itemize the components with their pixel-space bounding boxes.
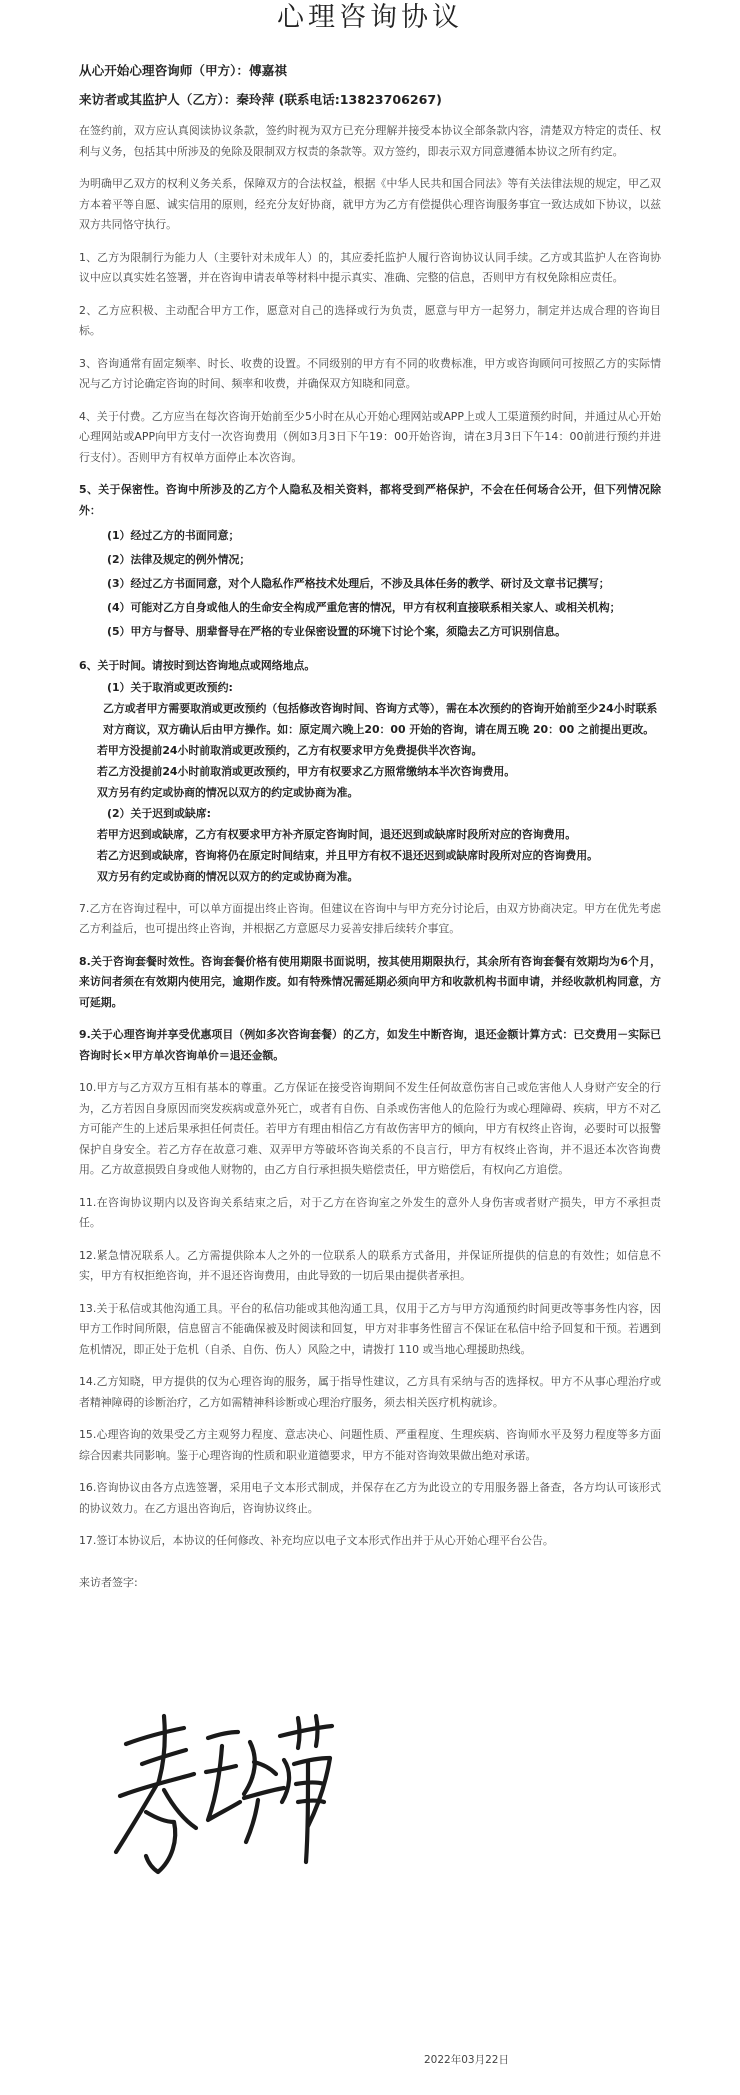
clause-6-line: 双方另有约定或协商的情况以双方的约定或协商为准。 [97, 869, 359, 883]
clause-6-body [79, 677, 661, 887]
page-title: 心理咨询协议 [277, 2, 463, 33]
clause-5-item: (4）可能对乙方自身或他人的生命安全构成严重危害的情况，甲方有权利直接联系相关家人、或相关机构； [107, 601, 621, 614]
clause-4: 4、关于付费。乙方应当在每次咨询开始前至少5小时在从心开始心理网站或APP上或人工渠道预约时间，并通过从心开始心理网站或APP向甲方支付一次咨询费用（例如3月3日下午19：00开始咨询，请在3月3日下午14：00前进行预约并进行支付）。否则甲方有权单方面停止本次咨询。 [79, 409, 661, 464]
clause-16: 16.咨询协议由各方点选签署，采用电子文本形式制成，并保存在乙方为此设立的专用服务器上备查，各方均认可该形式的协议效力。在乙方退出咨询后，咨询协议终止。 [79, 1481, 661, 1515]
clause-6-line: 双方另有约定或协商的情况以双方的约定或协商为准。 [97, 785, 359, 799]
party-b: 来访者或其监护人（乙方）：秦玲萍 (联系电话:13823706267) [79, 92, 442, 107]
clause-1: 1、乙方为限制行为能力人（主要针对未成年人）的，其应委托监护人履行咨询协议认同手续。乙方或其监护人在咨询协议中应以真实姓名签署，并在咨询申请表单等材料中提示真实、准确、完整的信息，否则甲方有权免除相应责任。 [79, 250, 661, 284]
party-a: 从心开始心理咨询师（甲方）：傅嘉祺 [79, 63, 287, 78]
clause-5-heading: 5、关于保密性。咨询中所涉及的乙方个人隐私及相关资料，都将受到严格保护，不会在任何场合公开，但下列情况除外： [79, 483, 661, 517]
clause-6-sub1-title: (1）关于取消或更改预约: [107, 680, 233, 694]
signing-date: 2022年03月22日 [424, 2054, 509, 2066]
clause-5-list [79, 524, 661, 644]
clause-6-sub2-title: (2）关于迟到或缺席: [107, 806, 212, 820]
clause-12: 12.紧急情况联系人。乙方需提供除本人之外的一位联系人的联系方式备用，并保证所提供的信息的有效性；如信息不实，甲方有权拒绝咨询，并不退还咨询费用，由此导致的一切后果由提供者承担。 [79, 1248, 661, 1282]
clause-7: 7.乙方在咨询过程中，可以单方面提出终止咨询。但建议在咨询中与甲方充分讨论后，由双方协商决定。甲方在优先考虑乙方利益后，也可提出终止咨询，并根据乙方意愿尽力妥善安排后续转介事宜。 [79, 901, 661, 935]
clause-5-item: (2）法律及规定的例外情况； [107, 553, 251, 566]
clause-6-line: 若乙方没提前24小时前取消或更改预约，甲方有权要求乙方照常缴纳本半次咨询费用。 [97, 764, 516, 778]
clause-5-item: (1）经过乙方的书面同意； [107, 529, 240, 542]
clause-6-line: 若乙方迟到或缺席，咨询将仍在原定时间结束，并且甲方有权不退还迟到或缺席时段所对应的咨询费用。 [97, 848, 598, 862]
clause-6-line: 乙方或者甲方需要取消或更改预约（包括修改咨询时间、咨询方式等），需在本次预约的咨询开始前至少24小时联系对方商议，双方确认后由甲方操作。如：原定周六晚上20：00 开始的咨询，请在周五晚 20：00 之前提出更改。 [103, 701, 658, 736]
clause-5-item: (3）经过乙方书面同意，对个人隐私作严格技术处理后，不涉及具体任务的教学、研讨及文章书记撰写； [107, 577, 610, 590]
clause-9: 9.关于心理咨询并享受优惠项目（例如多次咨询套餐）的乙方，如发生中断咨询，退还金额计算方式：已交费用－实际已咨询时长×甲方单次咨询单价＝退还金额。 [79, 1028, 661, 1062]
handwritten-signature [112, 1702, 342, 1877]
clause-11: 11.在咨询协议期内以及咨询关系结束之后，对于乙方在咨询室之外发生的意外人身伤害或者财产损失，甲方不承担责任。 [79, 1195, 661, 1229]
clause-15: 15.心理咨询的效果受乙方主观努力程度、意志决心、问题性质、严重程度、生理疾病、咨询师水平及努力程度等多方面综合因素共同影响。鉴于心理咨询的性质和职业道德要求，甲方不能对咨询效果做出绝对承诺。 [79, 1428, 661, 1462]
clause-13: 13.关于私信或其他沟通工具。平台的私信功能或其他沟通工具，仅用于乙方与甲方沟通预约时间更改等事务性内容，因甲方工作时间所限，信息留言不能确保被及时阅读和回复，甲方对非事务性留言不保证在私信中给予回复和干预。若遇到危机情况，即正处于危机（自杀、自伤、伤人）风险之中，请拨打 110 或当地心理援助热线。 [79, 1301, 661, 1356]
agreement-body [0, 38, 740, 1590]
clause-14: 14.乙方知晓，甲方提供的仅为心理咨询的服务，属于指导性建议，乙方具有采纳与否的选择权。甲方不从事心理治疗或者精神障碍的诊断治疗，乙方如需精神科诊断或心理治疗服务，须去相关医疗机构就诊。 [79, 1375, 661, 1409]
clause-3: 3、咨询通常有固定频率、时长、收费的设置。不同级别的甲方有不同的收费标准，甲方或咨询顾问可按照乙方的实际情况与乙方讨论确定咨询的时间、频率和收费，并确保双方知晓和同意。 [79, 356, 661, 390]
clause-8: 8.关于咨询套餐时效性。咨询套餐价格有使用期限书面说明，按其使用期限执行，其余所有咨询套餐有效期均为6个月，来访问者须在有效期内使用完，逾期作废。如有特殊情况需延期必须向甲方和收款机构书面申请，并经收款机构同意，方可延期。 [79, 954, 661, 1009]
clause-5-item: (5）甲方与督导、朋辈督导在严格的专业保密设置的环境下讨论个案，须隐去乙方可识别信息。 [107, 625, 567, 638]
clause-10: 10.甲方与乙方双方互相有基本的尊重。乙方保证在接受咨询期间不发生任何故意伤害自己或危害他人人身财产安全的行为，乙方若因自身原因而突发疾病或意外死亡，或者有自伤、自杀或伤害他人的危险行为或心理障碍、疾病，甲方不对乙方可能产生的上述后果承担任何责任。若甲方有理由相信乙方有故伤害甲方的倾向，甲方有权终止咨询，必要时可以报警保护自身安全。若乙方存在故意刁难、双弄甲方等破坏咨询关系的不良言行，甲方有权终止咨询，并不退还本次咨询费用。乙方故意损毁自身或他人财物的，由乙方自行承担损失赔偿责任，甲方赔偿后，有权向乙方追偿。 [79, 1081, 661, 1176]
clause-6-line: 若甲方迟到或缺席，乙方有权要求甲方补齐原定咨询时间，退还迟到或缺席时段所对应的咨询费用。 [97, 827, 577, 841]
clause-6-line: 若甲方没提前24小时前取消或更改预约，乙方有权要求甲方免费提供半次咨询。 [97, 743, 483, 757]
intro-paragraph: 在签约前，双方应认真阅读协议条款，签约时视为双方已充分理解并接受本协议全部条款内容，清楚双方特定的责任、权利与义务，包括其中所涉及的免除及限制双方权责的条款等。双方签约，即表示双方同意遵循本协议之所有约定。 [79, 124, 661, 158]
clause-17: 17.签订本协议后，本协议的任何修改、补充均应以电子文本形式作出并于从心开始心理平台公告。 [79, 1534, 554, 1547]
clause-2: 2、乙方应积极、主动配合甲方工作，愿意对自己的选择或行为负责，愿意与甲方一起努力，制定并达成合理的咨询目标。 [79, 303, 661, 337]
signature-label: 来访者签字: [79, 1575, 138, 1589]
intro-paragraph: 为明确甲乙双方的权利义务关系，保障双方的合法权益，根据《中华人民共和国合同法》等有关法律法规的规定，甲乙双方本着平等自愿、诚实信用的原则，经充分友好协商，就甲方为乙方有偿提供心理咨询服务事宜一致达成如下协议，以兹双方共同恪守执行。 [79, 177, 661, 231]
clause-6-heading: 6、关于时间。请按时到达咨询地点或网络地点。 [79, 659, 316, 672]
